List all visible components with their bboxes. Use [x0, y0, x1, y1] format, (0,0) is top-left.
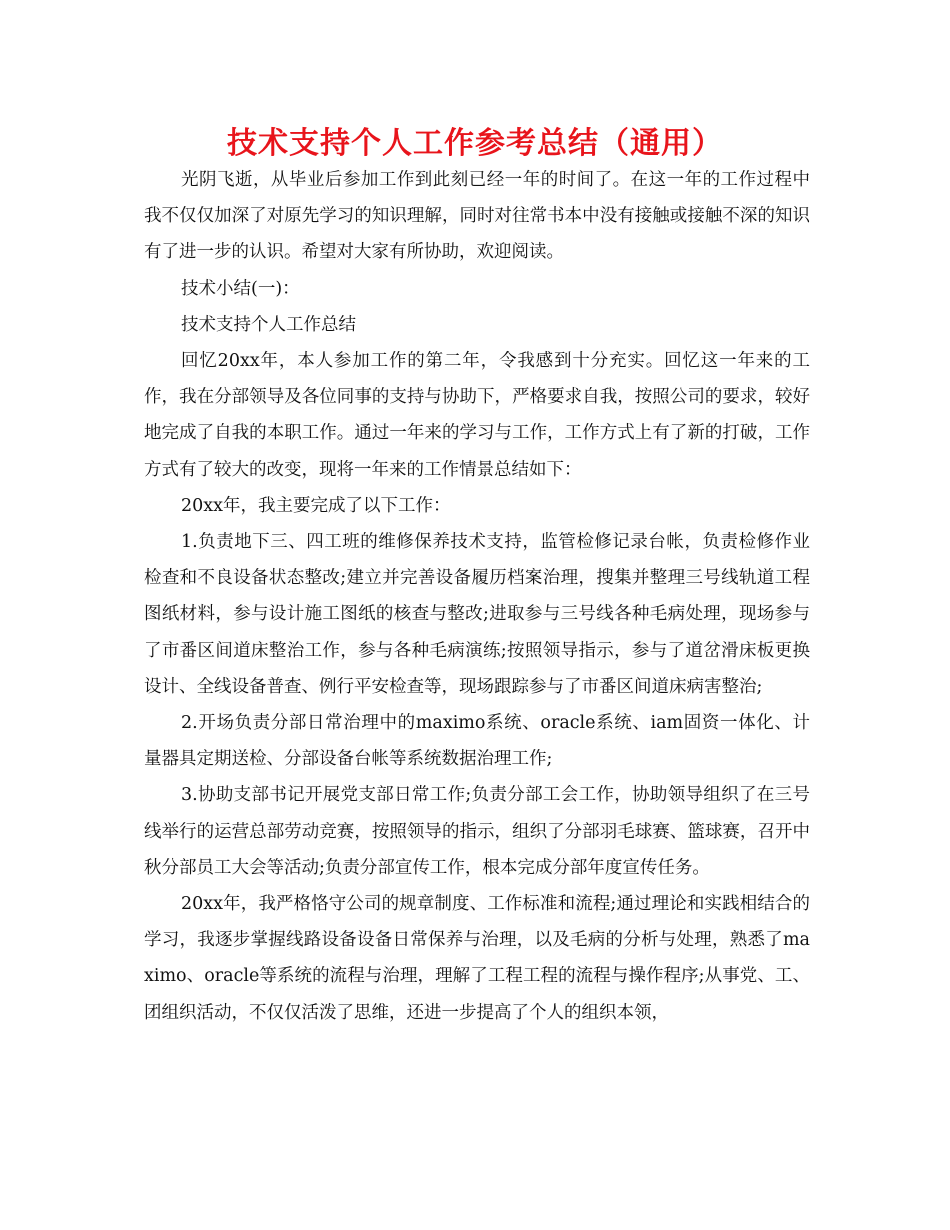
paragraph-intro: 光阴飞逝，从毕业后参加工作到此刻已经一年的时间了。在这一年的工作过程中我不仅仅加深了对原先学习的知识理解，同时对往常书本中没有接触或接触不深的知识有了进一步的认识。希望对大家有所协助，欢迎阅读。: [144, 170, 810, 263]
document-body: [144, 162, 810, 1031]
paragraph-review: 回忆20xx年，本人参加工作的第二年，令我感到十分充实。回忆这一年来的工作，我在分部领导及各位同事的支持与协助下，严格要求自我，按照公司的要求，较好地完成了自我的本职工作。通过一年来的学习与工作，工作方式上有了新的打破，工作方式有了较大的改变，现将一年来的工作情景总结如下：: [144, 351, 810, 480]
paragraph-conduct: 20xx年，我严格恪守公司的规章制度、工作标准和流程;通过理论和实践相结合的学习，我逐步掌握线路设备设备日常保养与治理，以及毛病的分析与处理，熟悉了maximo、oracle等系统的流程与治理，理解了工程工程的流程与操作程序;从事党、工、团组织活动，不仅仅活泼了思维，还进一步提高了个人的组织本领，: [144, 894, 810, 1023]
paragraph-item-3: 3.协助支部书记开展党支部日常工作;负责分部工会工作，协助领导组织了在三号线举行的运营总部劳动竞赛，按照领导的指示，组织了分部羽毛球赛、篮球赛，召开中秋分部员工大会等活动;负责分部宣传工作，根本完成分部年度宣传任务。: [144, 785, 810, 878]
paragraph-item-2: 2.开场负责分部日常治理中的maximo系统、oracle系统、iam固资一体化、计量器具定期送检、分部设备台帐等系统数据治理工作;: [144, 713, 810, 770]
paragraph-section-label: 技术小结(一)：: [181, 278, 300, 299]
paragraph-work-intro: 20xx年，我主要完成了以下工作：: [181, 495, 451, 516]
document-title: 技术支持个人工作参考总结（通用）: [227, 126, 723, 161]
paragraph-item-1: 1.负责地下三、四工班的维修保养技术支持，监管检修记录台帐，负责检修作业检查和不良设备状态整改;建立并完善设备履历档案治理，搜集并整理三号线轨道工程图纸材料，参与设计施工图纸的核查与整改;进取参与三号线各种毛病处理，现场参与了市番区间道床整治工作，参与各种毛病演练;按照领导指示，参与了道岔滑床板更换设计、全线设备普查、例行平安检查等，现场跟踪参与了市番区间道床病害整治;: [144, 532, 810, 697]
paragraph-subtitle: 技术支持个人工作总结: [181, 314, 356, 335]
